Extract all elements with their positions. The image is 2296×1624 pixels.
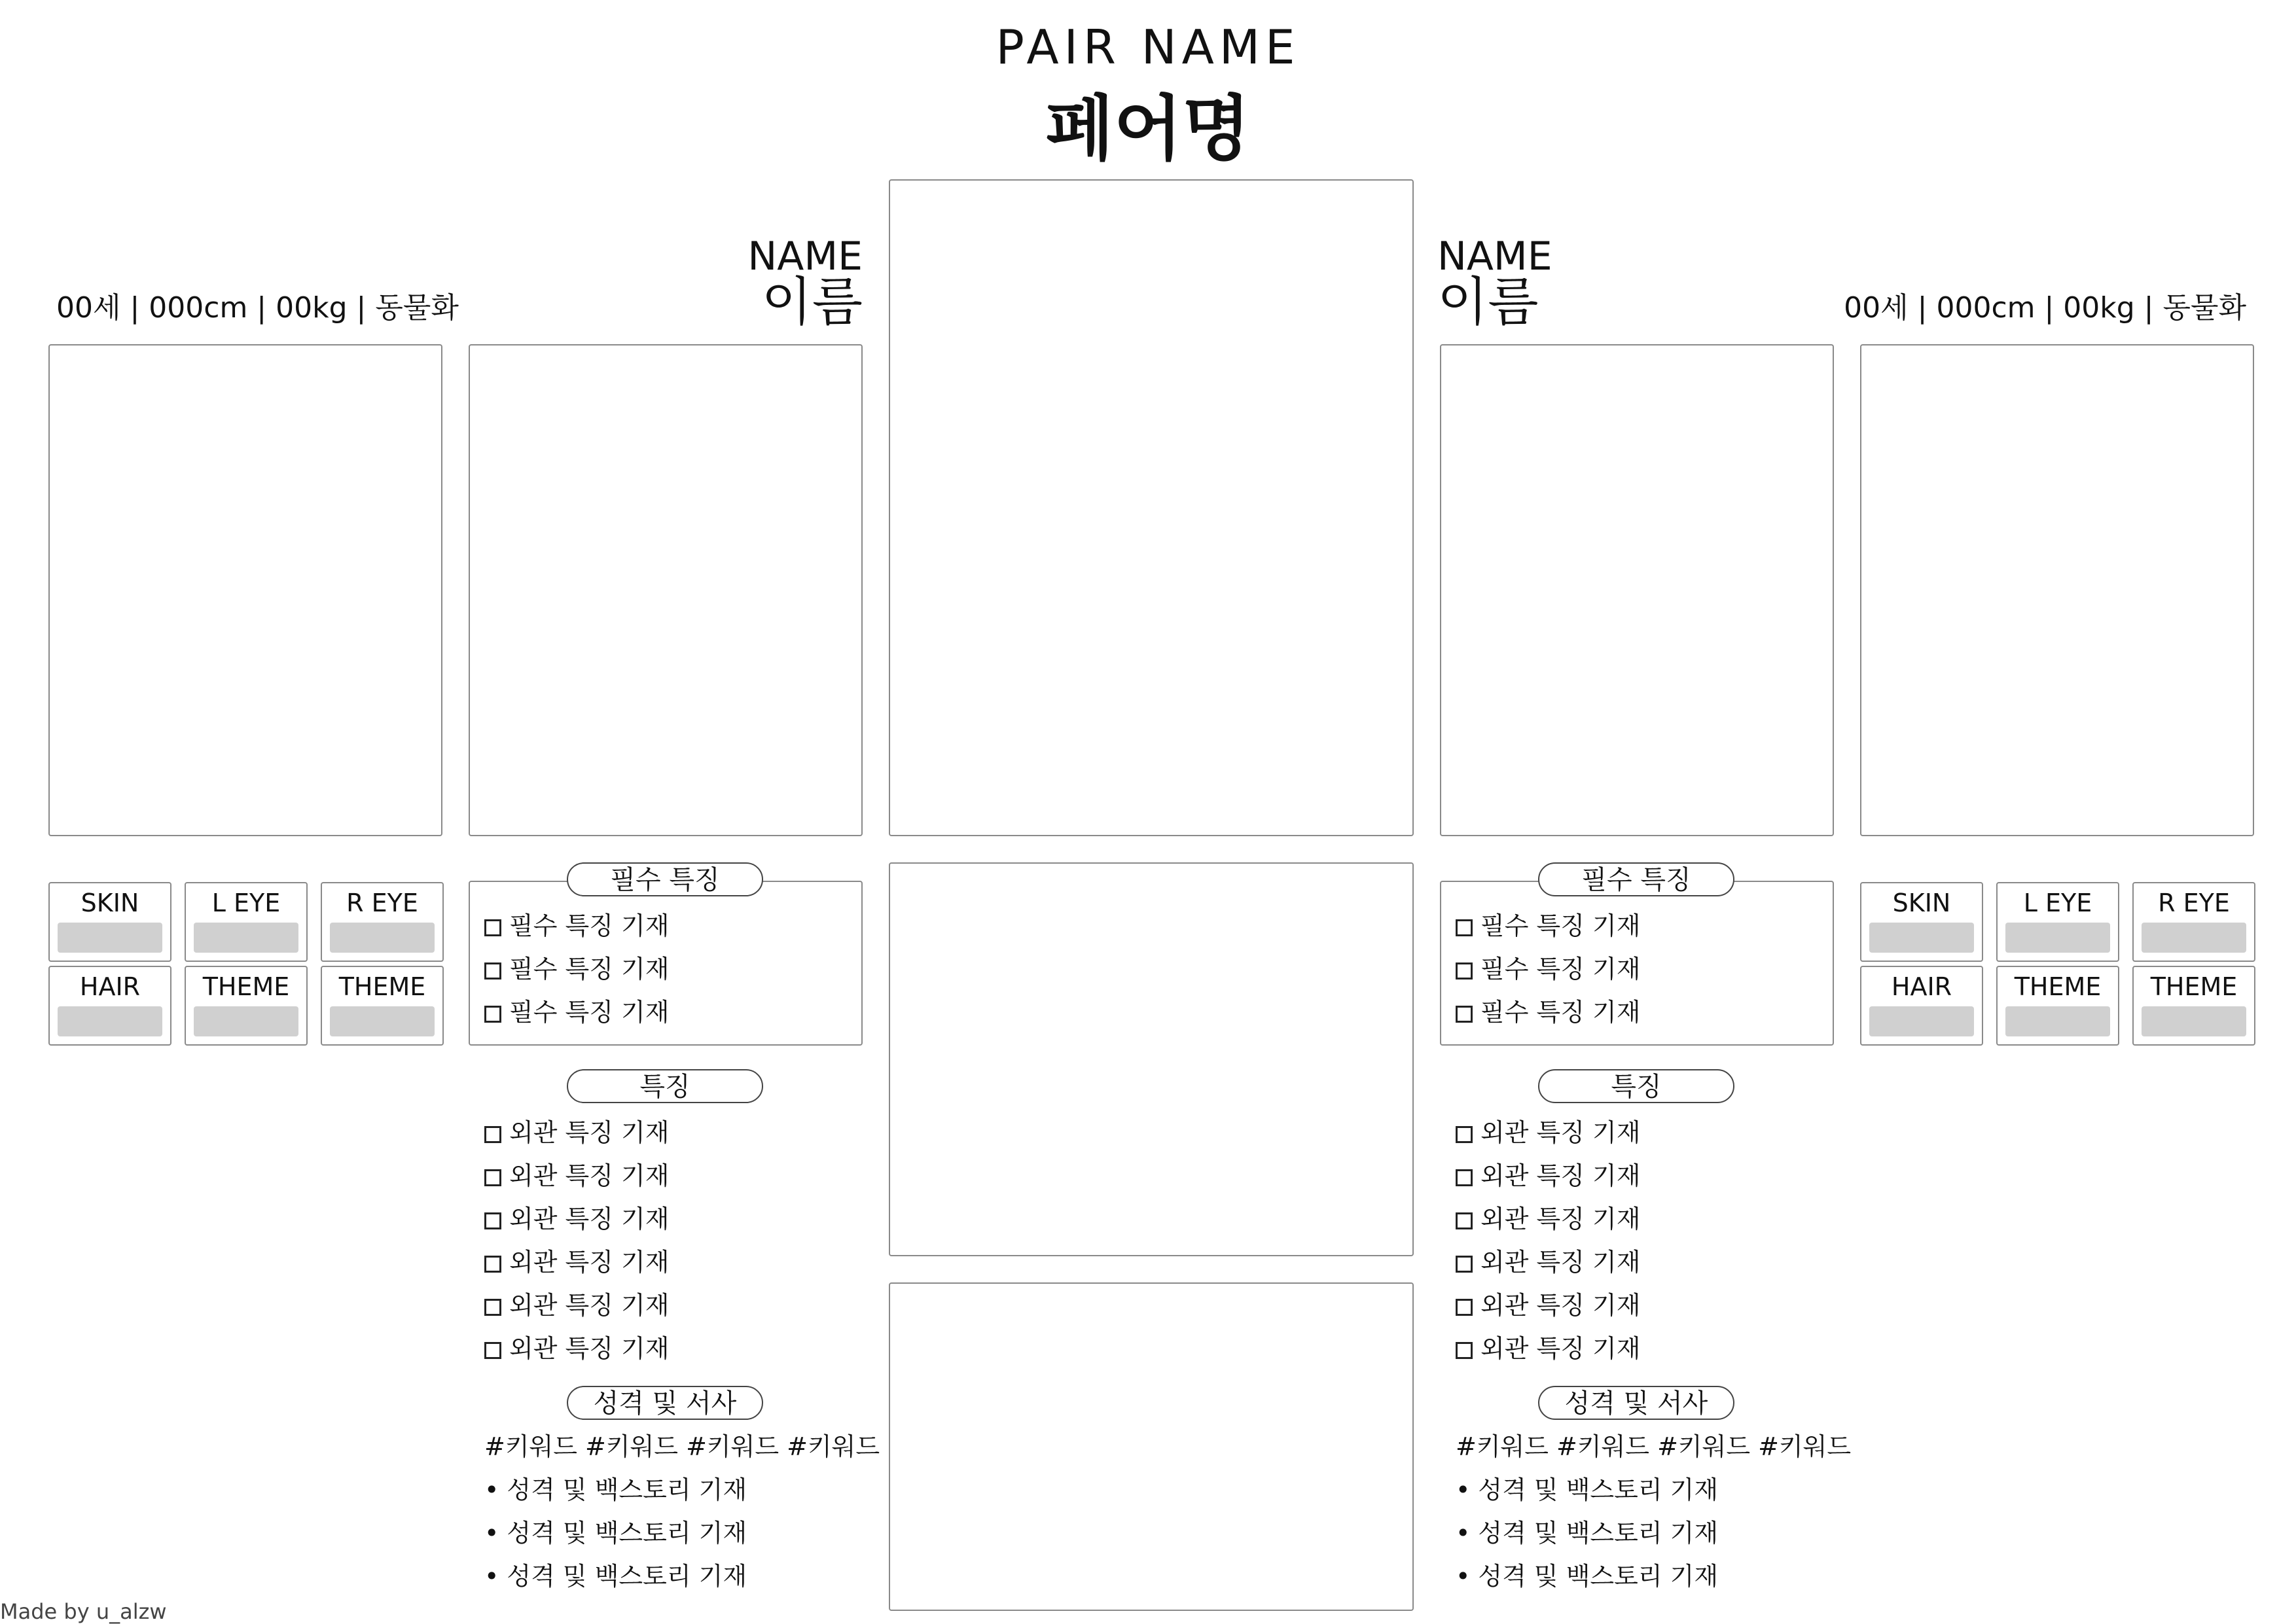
left-personality-item: • 성격 및 백스토리 기재 bbox=[484, 1562, 747, 1591]
checkbox-icon[interactable] bbox=[484, 1212, 501, 1229]
left-swatch-theme-1 bbox=[185, 966, 308, 1046]
right-swatch-theme-1 bbox=[1996, 966, 2119, 1046]
swatch-color bbox=[1869, 1006, 1974, 1036]
checkbox-icon[interactable] bbox=[484, 1299, 501, 1316]
checkbox-icon[interactable] bbox=[484, 1006, 501, 1023]
swatch-color bbox=[58, 1006, 162, 1036]
swatch-label: SKIN bbox=[1892, 889, 1951, 917]
right-name-english: NAME bbox=[1437, 234, 1552, 279]
swatch-label: L EYE bbox=[2023, 889, 2092, 917]
right-swatch-right-eye bbox=[2132, 882, 2255, 962]
swatch-color bbox=[2142, 1006, 2246, 1036]
bullet-icon: • bbox=[1456, 1519, 1471, 1547]
swatch-label: HAIR bbox=[1891, 972, 1952, 1001]
checkbox-icon[interactable] bbox=[484, 1342, 501, 1359]
left-personality-item: • 성격 및 백스토리 기재 bbox=[484, 1519, 747, 1547]
left-swatch-skin bbox=[48, 882, 171, 962]
right-portrait-image-frame bbox=[1440, 344, 1834, 836]
swatch-label: HAIR bbox=[79, 972, 141, 1001]
left-stats: 00세 | 000cm | 00kg | 동물화 bbox=[56, 291, 459, 325]
center-main-image-frame bbox=[889, 179, 1414, 836]
bullet-icon: • bbox=[484, 1475, 499, 1504]
right-keywords: #키워드 #키워드 #키워드 #키워드 bbox=[1456, 1432, 1852, 1461]
right-fullbody-image-frame bbox=[1860, 344, 2254, 836]
left-required-item: 필수 특징 기재 bbox=[484, 997, 669, 1027]
swatch-color bbox=[330, 923, 435, 953]
bullet-icon: • bbox=[484, 1519, 499, 1547]
left-trait-item: 외관 특징 기재 bbox=[484, 1204, 669, 1234]
left-name-english: NAME bbox=[747, 234, 863, 279]
center-bottom-image-frame bbox=[889, 1282, 1414, 1611]
right-stats: 00세 | 000cm | 00kg | 동물화 bbox=[1844, 291, 2246, 325]
right-required-item: 필수 특징 기재 bbox=[1456, 954, 1640, 984]
right-traits-title: 특징 bbox=[1538, 1069, 1734, 1103]
left-swatch-left-eye bbox=[185, 882, 308, 962]
bullet-icon: • bbox=[1456, 1475, 1471, 1504]
footer-credit: Made by u_alzw bbox=[0, 1599, 167, 1624]
left-trait-item: 외관 특징 기재 bbox=[484, 1247, 669, 1277]
right-name-korean: 이름 bbox=[1437, 272, 1539, 332]
checkbox-icon[interactable] bbox=[1456, 1006, 1473, 1023]
left-trait-item: 외관 특징 기재 bbox=[484, 1161, 669, 1191]
right-swatch-hair bbox=[1860, 966, 1983, 1046]
right-trait-item: 외관 특징 기재 bbox=[1456, 1204, 1640, 1234]
bullet-icon: • bbox=[484, 1562, 499, 1591]
checkbox-icon[interactable] bbox=[484, 1169, 501, 1186]
left-trait-item: 외관 특징 기재 bbox=[484, 1290, 669, 1320]
right-personality-item: • 성격 및 백스토리 기재 bbox=[1456, 1475, 1719, 1504]
swatch-label: L EYE bbox=[211, 889, 281, 917]
right-swatch-skin bbox=[1860, 882, 1983, 962]
left-required-item: 필수 특징 기재 bbox=[484, 954, 669, 984]
left-personality-title: 성격 및 서사 bbox=[567, 1386, 763, 1420]
swatch-color bbox=[2005, 923, 2110, 953]
swatch-color bbox=[194, 1006, 298, 1036]
right-trait-item: 외관 특징 기재 bbox=[1456, 1161, 1640, 1191]
right-trait-item: 외관 특징 기재 bbox=[1456, 1247, 1640, 1277]
swatch-color bbox=[1869, 923, 1974, 953]
checkbox-icon[interactable] bbox=[484, 1126, 501, 1143]
bullet-icon: • bbox=[1456, 1562, 1471, 1591]
left-swatch-hair bbox=[48, 966, 171, 1046]
checkbox-icon[interactable] bbox=[1456, 1342, 1473, 1359]
right-swatch-left-eye bbox=[1996, 882, 2119, 962]
left-portrait-image-frame bbox=[469, 344, 863, 836]
left-trait-item: 외관 특징 기재 bbox=[484, 1333, 669, 1364]
right-trait-item: 외관 특징 기재 bbox=[1456, 1290, 1640, 1320]
swatch-label: THEME bbox=[2150, 972, 2238, 1001]
right-required-traits-title: 필수 특징 bbox=[1538, 862, 1734, 896]
checkbox-icon[interactable] bbox=[484, 1256, 501, 1273]
left-swatch-theme-2 bbox=[321, 966, 444, 1046]
left-required-traits-title: 필수 특징 bbox=[567, 862, 763, 896]
swatch-color bbox=[194, 923, 298, 953]
checkbox-icon[interactable] bbox=[1456, 962, 1473, 980]
left-traits-title: 특징 bbox=[567, 1069, 763, 1103]
checkbox-icon[interactable] bbox=[1456, 919, 1473, 936]
swatch-label: THEME bbox=[202, 972, 290, 1001]
left-trait-item: 외관 특징 기재 bbox=[484, 1118, 669, 1148]
swatch-label: THEME bbox=[338, 972, 426, 1001]
left-keywords: #키워드 #키워드 #키워드 #키워드 bbox=[484, 1432, 880, 1461]
left-swatch-right-eye bbox=[321, 882, 444, 962]
checkbox-icon[interactable] bbox=[1456, 1256, 1473, 1273]
checkbox-icon[interactable] bbox=[1456, 1169, 1473, 1186]
left-fullbody-image-frame bbox=[48, 344, 442, 836]
checkbox-icon[interactable] bbox=[484, 919, 501, 936]
left-required-item: 필수 특징 기재 bbox=[484, 911, 669, 941]
swatch-color bbox=[330, 1006, 435, 1036]
swatch-label: R EYE bbox=[2158, 889, 2230, 917]
right-trait-item: 외관 특징 기재 bbox=[1456, 1118, 1640, 1148]
swatch-color bbox=[2142, 923, 2246, 953]
right-required-item: 필수 특징 기재 bbox=[1456, 911, 1640, 941]
swatch-color bbox=[58, 923, 162, 953]
checkbox-icon[interactable] bbox=[1456, 1212, 1473, 1229]
right-swatch-theme-2 bbox=[2132, 966, 2255, 1046]
left-name-korean: 이름 bbox=[761, 272, 863, 332]
left-personality-item: • 성격 및 백스토리 기재 bbox=[484, 1475, 747, 1504]
checkbox-icon[interactable] bbox=[1456, 1126, 1473, 1143]
swatch-label: R EYE bbox=[346, 889, 418, 917]
pair-name-english: PAIR NAME bbox=[996, 20, 1300, 75]
right-personality-title: 성격 및 서사 bbox=[1538, 1386, 1734, 1420]
checkbox-icon[interactable] bbox=[1456, 1299, 1473, 1316]
right-personality-item: • 성격 및 백스토리 기재 bbox=[1456, 1519, 1719, 1547]
checkbox-icon[interactable] bbox=[484, 962, 501, 980]
right-required-item: 필수 특징 기재 bbox=[1456, 997, 1640, 1027]
pair-name-korean: 페어명 bbox=[1045, 88, 1251, 170]
swatch-color bbox=[2005, 1006, 2110, 1036]
center-middle-image-frame bbox=[889, 862, 1414, 1256]
right-trait-item: 외관 특징 기재 bbox=[1456, 1333, 1640, 1364]
swatch-label: THEME bbox=[2014, 972, 2102, 1001]
swatch-label: SKIN bbox=[81, 889, 139, 917]
right-personality-item: • 성격 및 백스토리 기재 bbox=[1456, 1562, 1719, 1591]
